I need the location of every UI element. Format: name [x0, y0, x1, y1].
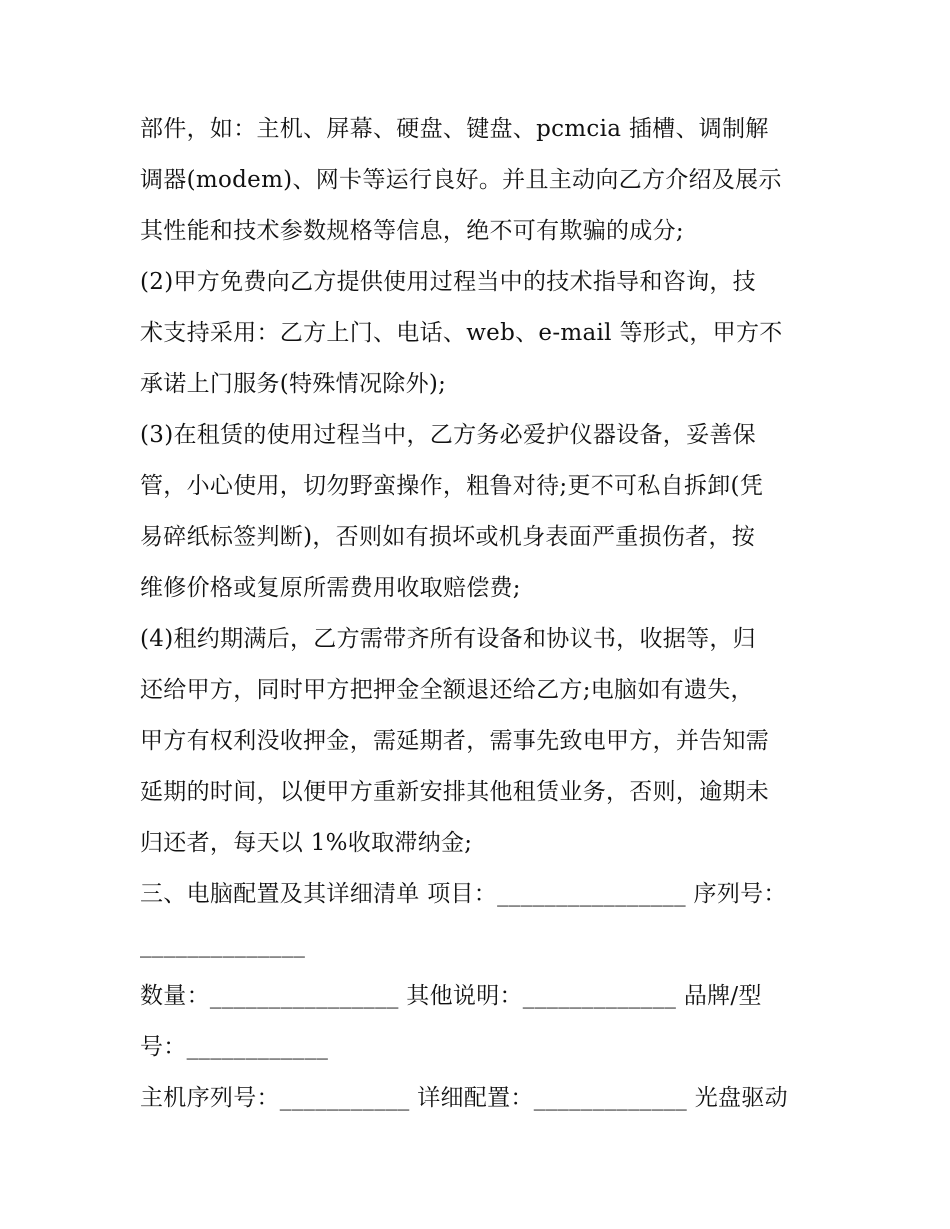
paragraph-line: 其性能和技术参数规格等信息，绝不可有欺骗的成分;	[140, 218, 684, 244]
paragraph-line: 部件，如：主机、屏幕、硬盘、键盘、pcmcia 插槽、调制解	[140, 116, 769, 142]
paragraph-line: 甲方有权利没收押金，需延期者，需事先致电甲方，并告知需	[140, 728, 770, 754]
paragraph-line: 承诺上门服务(特殊情况除外);	[140, 371, 447, 397]
paragraph-line: (3)在租赁的使用过程当中，乙方务必爱护仪器设备，妥善保	[140, 422, 756, 448]
paragraph-line: 还给甲方，同时甲方把押金全额退还给乙方;电脑如有遗失，	[140, 677, 754, 703]
paragraph-line: 维修价格或复原所需费用收取赔偿费;	[140, 575, 521, 601]
paragraph-line: (2)甲方免费向乙方提供使用过程当中的技术指导和咨询，技	[140, 269, 756, 295]
form-field-line: 数量：________________ 其他说明：_____________ 品牌/型	[140, 983, 762, 1009]
document-body	[140, 104, 820, 1124]
paragraph-line: 延期的时间，以便甲方重新安排其他租赁业务，否则，逾期未	[140, 779, 770, 805]
form-blank-line: ______________	[140, 932, 306, 958]
form-field-line: 主机序列号：___________ 详细配置：_____________ 光盘驱动	[140, 1085, 788, 1111]
paragraph-line: 易碎纸标签判断)，否则如有损坏或机身表面严重损伤者，按	[140, 524, 756, 550]
section-heading-line: 三、电脑配置及其详细清单 项目：________________ 序列号：	[140, 881, 787, 907]
form-field-line: 号：____________	[140, 1034, 329, 1060]
paragraph-line: 归还者，每天以 1%收取滞纳金;	[140, 830, 473, 856]
paragraph-line: 管，小心使用，切勿野蛮操作，粗鲁对待;更不可私自拆卸(凭	[140, 473, 764, 499]
paragraph-line: 调器(modem)、网卡等运行良好。并且主动向乙方介绍及展示	[140, 167, 782, 193]
paragraph-line: 术支持采用：乙方上门、电话、web、e-mail 等形式，甲方不	[140, 320, 783, 346]
paragraph-line: (4)租约期满后，乙方需带齐所有设备和协议书，收据等，归	[140, 626, 756, 652]
